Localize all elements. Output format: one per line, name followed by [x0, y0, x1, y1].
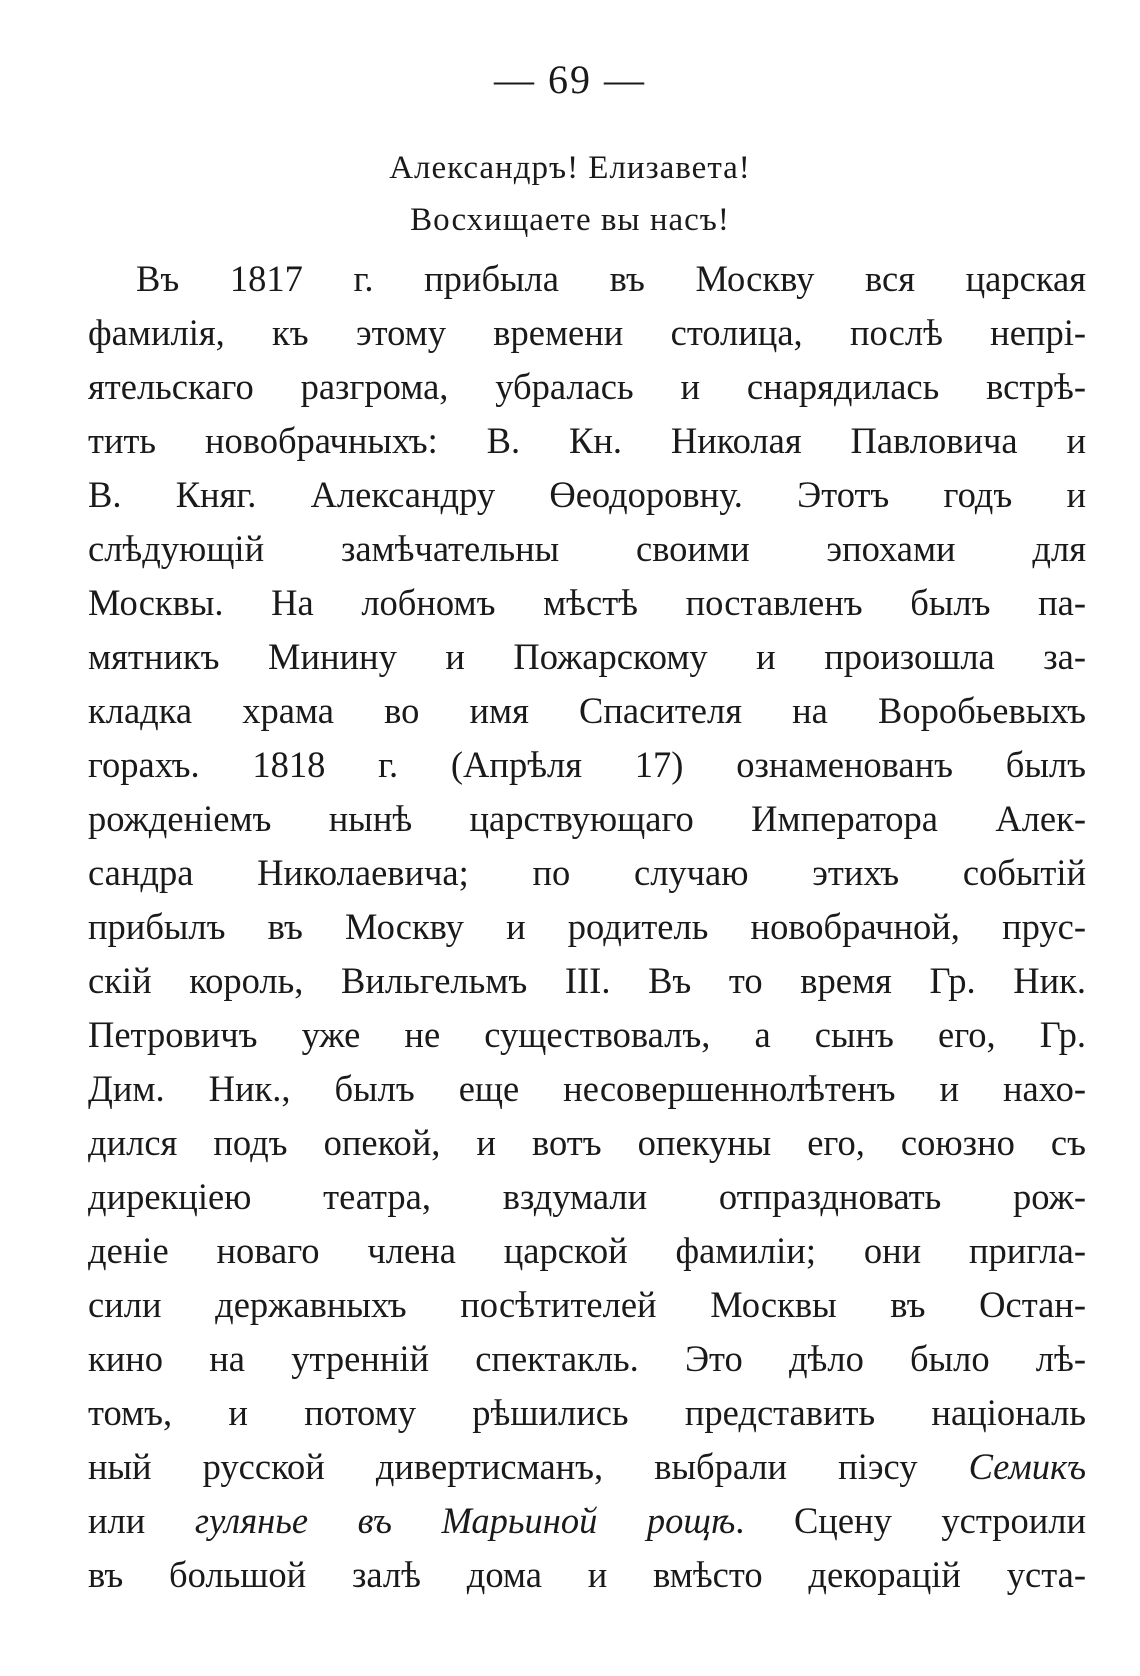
text-line-13: прибылъ въ Москву и родитель новобрачной, прус-: [88, 906, 1086, 947]
verse-line-2: Восхищаете вы насъ!: [410, 202, 730, 238]
text-line-5: В. Княг. Александру Өеодоровну. Этотъ годъ и: [88, 474, 1086, 515]
text-line-4: тить новобрачныхъ: В. Кн. Николая Павловича и: [88, 420, 1086, 461]
text-line-9: кладка храма во имя Спасителя на Воробьевыхъ: [88, 690, 1086, 731]
text-line-24-end: . Сцену устроили: [735, 1500, 1087, 1541]
text-line-2: фамилія, къ этому времени столица, послѣ непрі-: [88, 312, 1086, 353]
text-line-1: Въ 1817 г. прибыла въ Москву вся царская: [136, 258, 1086, 299]
text-line-23: [88, 1440, 1086, 1494]
text-line-17: дился подъ опекой, и вотъ опекуны его, союзно съ: [88, 1122, 1086, 1163]
page-number: — 69 —: [494, 57, 646, 102]
text-line-12: сандра Николаевича; по случаю этихъ событій: [88, 852, 1086, 893]
text-line-21: кино на утренній спектакль. Это дѣло было лѣ-: [88, 1338, 1086, 1379]
text-line-6: слѣдующій замѣчательны своими эпохами для: [88, 528, 1086, 569]
text-line-14: скій король, Вильгельмъ III. Въ то время Гр. Ник.: [88, 960, 1086, 1001]
text-line-8: мятникъ Минину и Пожарскому и произошла за-: [88, 636, 1086, 677]
text-line-11: рожденіемъ нынѣ царствующаго Императора Алек-: [88, 798, 1086, 839]
body-text: [88, 252, 1086, 1602]
text-line-24: [88, 1494, 1086, 1548]
text-line-24-start: или: [88, 1500, 146, 1541]
play-title-gulyanye: гулянье въ Марьиной рощѣ: [194, 1500, 736, 1541]
text-line-3: ятельскаго разгрома, убралась и снарядилась встрѣ-: [88, 366, 1086, 407]
text-line-20: сили державныхъ посѣтителей Москвы въ Остан-: [88, 1284, 1086, 1325]
text-line-25: въ большой залѣ дома и вмѣсто декорацій уста-: [88, 1554, 1086, 1595]
play-title-semik: Семикъ: [968, 1446, 1087, 1487]
verse-line-1: Александръ! Елизавета!: [389, 150, 751, 186]
text-line-7: Москвы. На лобномъ мѣстѣ поставленъ былъ па-: [88, 582, 1086, 623]
text-line-23-start: ный русской дивертисманъ, выбрали піэсу: [88, 1446, 918, 1487]
text-line-18: дирекціею театра, вздумали отпраздновать рож-: [88, 1176, 1086, 1217]
text-line-19: деніе новаго члена царской фамиліи; они пригла-: [88, 1230, 1086, 1271]
text-line-16: Дим. Ник., былъ еще несовершеннолѣтенъ и нахо-: [88, 1068, 1086, 1109]
text-line-15: Петровичъ уже не существовалъ, а сынъ его, Гр.: [88, 1014, 1086, 1055]
text-line-22: томъ, и потому рѣшились представить національ: [88, 1392, 1086, 1433]
text-line-10: горахъ. 1818 г. (Апрѣля 17) ознаменованъ былъ: [88, 744, 1086, 785]
